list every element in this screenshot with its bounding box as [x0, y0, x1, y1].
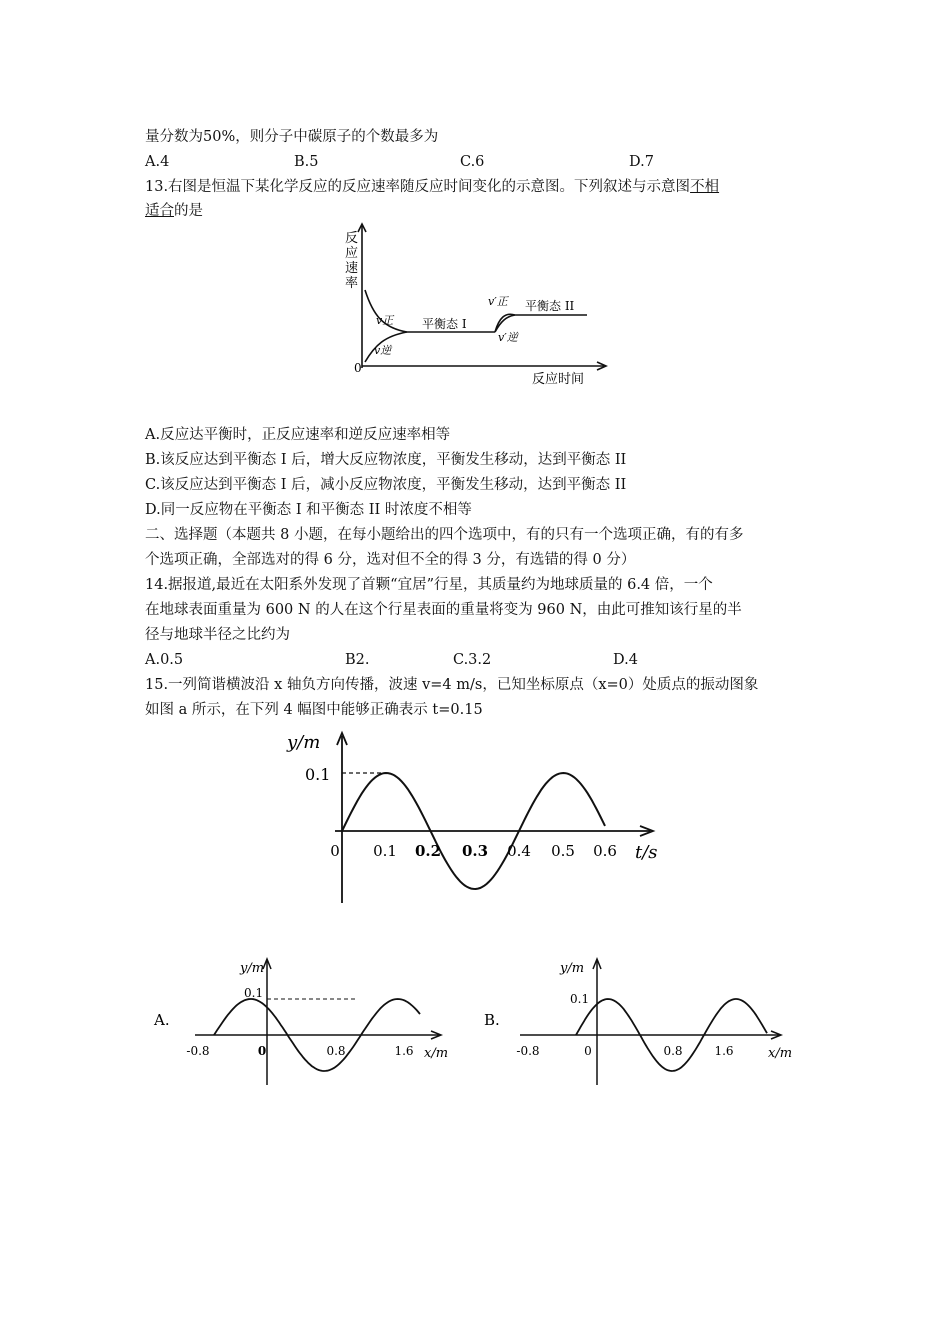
q12-option-b: B.5	[294, 154, 319, 170]
fig-a-tick-3: 0.3	[461, 842, 489, 860]
fig-a-tick-6: 0.6	[593, 842, 617, 860]
option-b-wave-graph	[480, 955, 810, 1090]
reaction-rate-figure	[325, 220, 625, 392]
opt-b-tick-0: -0.8	[516, 1044, 540, 1058]
q12-options	[145, 152, 805, 172]
state1-label: 平衡态 I	[422, 317, 467, 331]
q15-line2: 如图 a 所示，在下列 4 幅图中能够正确表示 t=0.15	[145, 702, 483, 718]
time-axis-label: 反应时间	[532, 372, 585, 387]
v-reverse2-label: v′逆	[498, 331, 518, 344]
origin-label: 0	[354, 361, 362, 375]
opt-b-x-label: x/m	[768, 1046, 793, 1061]
opt-a-amplitude-label: 0.1	[244, 986, 264, 1000]
option-a-wave-graph	[150, 955, 470, 1090]
rate-label-char1: 反	[345, 231, 359, 246]
v-forward2-label: v′正	[488, 295, 508, 308]
q13-stem-line2: 适合的是	[145, 203, 203, 219]
rate-label-char4: 率	[345, 276, 359, 291]
fig-a-tick-4: 0.4	[507, 842, 531, 860]
fig-a-tick-0: 0	[330, 842, 340, 860]
q15-line1: 15.一列简谐横波沿 x 轴负方向传播，波速 v=4 m/s，已知坐标原点（x=0）处质点的振动图象	[145, 677, 759, 693]
opt-b-y-label: y/m	[560, 961, 585, 976]
opt-b-letter: B.	[484, 1011, 500, 1029]
q14-option-a: A.0.5	[145, 652, 184, 668]
q13-option-c: C.该反应达到平衡态 I 后，减小反应物浓度，平衡发生移动，达到平衡态 II	[145, 477, 627, 493]
opt-a-tick-1: 0	[257, 1044, 267, 1058]
q13-option-a: A.反应达平衡时，正反应速率和逆反应速率相等	[145, 427, 451, 443]
q14-line3: 径与地球半径之比约为	[145, 627, 290, 643]
q14-line1: 14.据报道,最近在太阳系外发现了首颗“宜居”行星，其质量约为地球质量的 6.4 倍，一个	[145, 577, 713, 593]
section2-line1: 二、选择题（本题共 8 小题，在每小题给出的四个选项中，有的只有一个选项正确，有的有多	[145, 527, 744, 543]
q14-options	[145, 650, 805, 670]
q12-option-c: C.6	[460, 154, 485, 170]
opt-b-amplitude-label: 0.1	[570, 992, 590, 1006]
opt-b-tick-3: 1.6	[714, 1044, 734, 1058]
opt-a-x-label: x/m	[424, 1046, 449, 1061]
q12-option-a: A.4	[145, 154, 170, 170]
opt-a-tick-3: 1.6	[394, 1044, 414, 1058]
rate-label-char3: 速	[345, 261, 359, 276]
section2-line2: 个选项正确，全部选对的得 6 分，选对但不全的得 3 分，有选错的得 0 分）	[145, 552, 636, 568]
opt-a-tick-0: -0.8	[186, 1044, 210, 1058]
q14-option-b: B2.	[345, 652, 370, 668]
vibration-graph-a	[285, 728, 665, 908]
fig-a-tick-2: 0.2	[414, 842, 442, 860]
q14-option-d: D.4	[613, 652, 638, 668]
fig-a-tick-1: 0.1	[373, 842, 397, 860]
opt-b-tick-1: 0	[584, 1044, 592, 1058]
v-reverse-label: v逆	[374, 344, 392, 357]
q12-stem-tail: 量分数为50%，则分子中碳原子的个数最多为	[145, 129, 439, 145]
state2-label: 平衡态 II	[525, 299, 575, 313]
fig-a-y-label: y/m	[287, 732, 321, 753]
fig-a-tick-5: 0.5	[551, 842, 575, 860]
q12-option-d: D.7	[629, 154, 654, 170]
q14-option-c: C.3.2	[453, 652, 492, 668]
q13-stem-line1: 13.右图是恒温下某化学反应的反应速率随反应时间变化的示意图。下列叙述与示意图不相	[145, 179, 720, 195]
opt-b-tick-2: 0.8	[663, 1044, 683, 1058]
opt-a-letter: A.	[154, 1011, 170, 1029]
fig-a-amplitude-label: 0.1	[305, 765, 331, 784]
q13-option-d: D.同一反应物在平衡态 I 和平衡态 II 时浓度不相等	[145, 502, 472, 518]
rate-label-char2: 应	[345, 246, 359, 261]
q13-option-b: B.该反应达到平衡态 I 后，增大反应物浓度，平衡发生移动，达到平衡态 II	[145, 452, 627, 468]
q14-line2: 在地球表面重量为 600 N 的人在这个行星表面的重量将变为 960 N，由此可推知该行星的半	[145, 602, 742, 618]
v-forward-label: v正	[376, 314, 394, 327]
opt-a-tick-2: 0.8	[326, 1044, 346, 1058]
opt-a-y-label: y/m	[240, 961, 265, 976]
fig-a-t-label: t/s	[635, 842, 658, 863]
